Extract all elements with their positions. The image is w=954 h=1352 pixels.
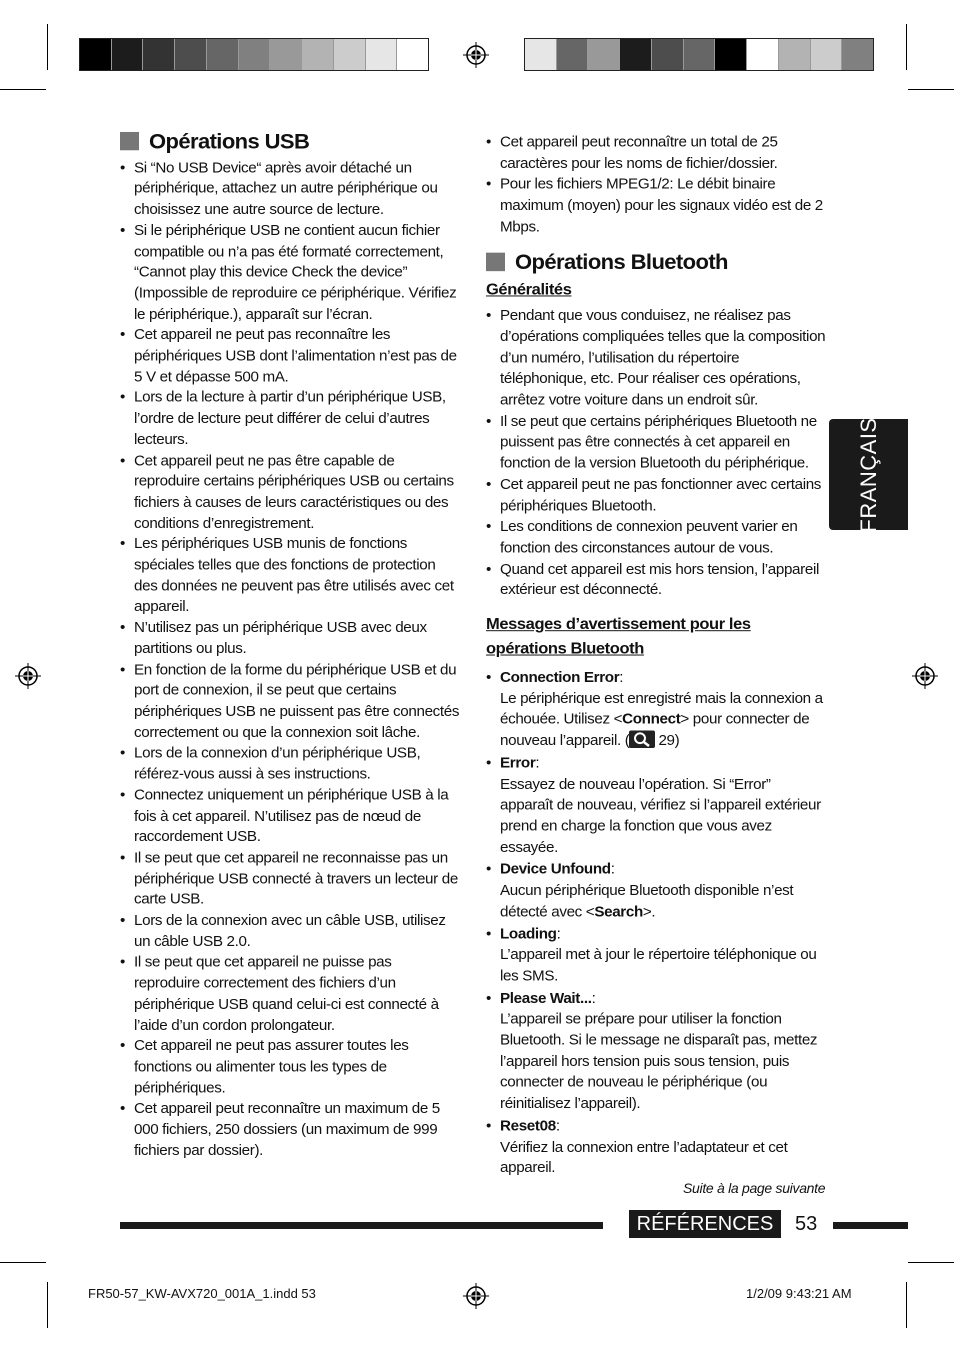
list-item: • Cet appareil peut reconnaître un maximum de 5 000 fichiers, 250 dossiers (un maximum de 999 fichiers par dossier). xyxy=(120,1099,460,1162)
color-swatch xyxy=(80,39,112,70)
color-swatch xyxy=(779,39,811,70)
page-reference: 29) xyxy=(658,732,680,750)
list-item: • Cet appareil peut reconnaître un total de 25 caractères pour les noms de fichier/dossier. xyxy=(486,132,826,174)
message-term: Please Wait... xyxy=(500,989,592,1007)
crop-mark xyxy=(908,1262,954,1263)
usb-list xyxy=(120,158,460,1162)
color-swatch xyxy=(175,39,207,70)
color-swatch xyxy=(842,39,873,70)
list-item: • En fonction de la forme du périphérique USB et du port de connexion, il se peut que certains périphériques USB ne puissent pas être connectés correctement ou que la connexion soit lâche. xyxy=(120,660,460,744)
slug-left: FR50-57_KW-AVX720_001A_1.indd 53 xyxy=(88,1286,316,1301)
message-description: Le périphérique est enregistré mais la connexion a échouée. Utilisez <Connect> pour connecter de nouveau l’appareil. ( 29) xyxy=(500,690,823,750)
message-term: Device Unfound xyxy=(500,861,611,878)
list-item: • Pendant que vous conduisez, ne réalisez pas d’opérations compliquées telles que la composition d’un numéro, l’utilisation du répertoire téléphonique, etc. Pour réaliser ces opérations, arrêtez votre voiture dans un endroit sûr. xyxy=(486,305,826,411)
list-item: • Les périphériques USB munis de fonctions spéciales telles que des fonctions de protection des données ne peuvent pas être utilisés avec cet appareil. xyxy=(120,534,460,618)
warning-message: • Error: Essayez de nouveau l’opération. Si “Error” apparaît de nouveau, vérifiez si l’appareil extérieur prend en charge la fonction que vous avez essayée. xyxy=(486,753,826,859)
registration-mark-icon xyxy=(15,663,41,689)
bluetooth-section-title: Opérations Bluetooth xyxy=(486,251,826,272)
message-description: L’appareil met à jour le répertoire téléphonique ou les SMS. xyxy=(500,946,817,985)
left-column xyxy=(120,131,460,1161)
crop-mark xyxy=(0,89,46,90)
list-item: • N’utilisez pas un périphérique USB avec deux partitions ou plus. xyxy=(120,618,460,660)
message-description: L’appareil se prépare pour utiliser la fonction Bluetooth. Si le message ne disparaît pas, mettez l’appareil hors tension puis sous tension, puis connecter de nouveau le périphérique (ou réinitialisez l’appareil). xyxy=(500,1010,818,1113)
color-swatch xyxy=(397,39,428,70)
color-swatch xyxy=(715,39,747,70)
registration-mark-icon xyxy=(463,1283,489,1309)
warning-message: • Loading: L’appareil met à jour le répertoire téléphonique ou les SMS. xyxy=(486,924,826,987)
list-item: • Il se peut que cet appareil ne reconnaisse pas un périphérique USB connecté à travers un lecteur de carte USB. xyxy=(120,848,460,911)
message-term: Reset08 xyxy=(500,1117,556,1135)
crop-mark xyxy=(908,89,954,90)
usb-section-title: Opérations USB xyxy=(120,131,460,152)
list-item: • Cet appareil ne peut pas assurer toutes les fonctions ou alimenter tous les types de périphériques. xyxy=(120,1036,460,1099)
footer-rule xyxy=(120,1222,603,1229)
crop-mark xyxy=(0,1262,46,1263)
language-tab: FRANÇAIS xyxy=(829,419,908,530)
warning-message: • Device Unfound: Aucun périphérique Bluetooth disponible n’est détecté avec <Search>. xyxy=(486,859,826,922)
color-bar-left xyxy=(79,38,429,71)
color-swatch xyxy=(366,39,398,70)
color-swatch xyxy=(525,39,557,70)
list-item: • Lors de la connexion d’un périphérique USB, référez-vous aussi à ses instructions. xyxy=(120,743,460,785)
warning-message: • Connection Error: Le périphérique est enregistré mais la connexion a échouée. Utilisez <Connect> pour connecter de nouveau l’appareil. ( 29) xyxy=(486,667,826,751)
message-description: Essayez de nouveau l’opération. Si “Error” apparaît de nouveau, vérifiez si l’appareil extérieur prend en charge la fonction que vous avez essayée. xyxy=(500,775,821,856)
color-swatch xyxy=(652,39,684,70)
color-swatch xyxy=(207,39,239,70)
color-swatch xyxy=(811,39,843,70)
section-label: RÉFÉRENCES xyxy=(629,1210,781,1238)
color-swatch xyxy=(620,39,652,70)
list-item: • Connectez uniquement un périphérique USB à la fois à cet appareil. N’utilisez pas de nœud de raccordement USB. xyxy=(120,785,460,848)
key-name: Search xyxy=(594,903,643,920)
warning-message: • Please Wait...: L’appareil se prépare pour utiliser la fonction Bluetooth. Si le message ne disparaît pas, mettez l’appareil hors tension puis sous tension, puis connecter de nouveau le périphérique (ou réinitialisez l’appareil). xyxy=(486,988,826,1115)
color-swatch xyxy=(239,39,271,70)
registration-mark-icon xyxy=(912,663,938,689)
general-list xyxy=(486,305,826,601)
list-item: • Il se peut que certains périphériques Bluetooth ne puissent pas être connectés à cet appareil en fonction de la version Bluetooth du périphérique. xyxy=(486,411,826,474)
color-swatch xyxy=(334,39,366,70)
list-item: • Pour les fichiers MPEG1/2: Le débit binaire maximum (moyen) pour les signaux vidéo est de 2 Mbps. xyxy=(486,174,826,237)
continued-note: Suite à la page suivante xyxy=(683,1180,826,1196)
message-term: Loading xyxy=(500,925,557,943)
list-item: • Si “No USB Device“ après avoir détaché un périphérique, attachez un autre périphérique ou choisissez une autre source de lecture. xyxy=(120,158,460,221)
color-swatch xyxy=(588,39,620,70)
color-swatch xyxy=(747,39,779,70)
right-column xyxy=(486,132,826,1180)
message-term: Connection Error xyxy=(500,669,620,686)
list-item: • Lors de la lecture à partir d’un périphérique USB, l’ordre de lecture peut différer de celui d’autres lecteurs. xyxy=(120,388,460,451)
magnifier-icon xyxy=(629,731,655,749)
crop-mark xyxy=(47,1282,48,1328)
list-item: • Cet appareil peut ne pas être capable de reproduire certains périphériques USB ou certains fichiers à causes de leurs caractéristiques ou des conditions d’enregistrement. xyxy=(120,450,460,534)
color-swatch xyxy=(557,39,589,70)
key-name: Connect xyxy=(622,711,681,728)
section-marker-icon xyxy=(120,132,139,150)
warning-message-list xyxy=(486,667,826,1179)
footer-rule xyxy=(833,1222,908,1229)
page-number: 53 xyxy=(795,1213,818,1235)
message-description: Vérifiez la connexion entre l’adaptateur et cet appareil. xyxy=(500,1138,788,1177)
slug-right: 1/2/09 9:43:21 AM xyxy=(746,1286,852,1301)
general-subtitle: Généralités xyxy=(486,281,572,299)
color-swatch xyxy=(143,39,175,70)
color-swatch xyxy=(112,39,144,70)
list-item: • Lors de la connexion avec un câble USB, utilisez un câble USB 2.0. xyxy=(120,911,460,953)
list-item: • Quand cet appareil est mis hors tension, l’appareil extérieur est déconnecté. xyxy=(486,559,826,601)
section-marker-icon xyxy=(486,253,505,271)
color-swatch xyxy=(684,39,716,70)
list-item: • Les conditions de connexion peuvent varier en fonction des circonstances autour de vous. xyxy=(486,517,826,559)
color-swatch xyxy=(302,39,334,70)
color-bar-right xyxy=(524,38,874,71)
list-item: • Cet appareil ne peut pas reconnaître les périphériques USB dont l’alimentation n’est pas de 5 V et dépasse 500 mA. xyxy=(120,325,460,388)
list-item: • Si le périphérique USB ne contient aucun fichier compatible ou n’a pas été formaté correctement, “Cannot play this device Check the device” (Impossible de reproduire ce périphérique. Vérifiez le périphérique.), apparaît sur l’écran. xyxy=(120,220,460,325)
message-description: Aucun périphérique Bluetooth disponible n’est détecté avec <Search>. xyxy=(500,882,794,920)
warning-subtitle: Messages d’avertissement pour les opérations Bluetooth xyxy=(486,615,751,658)
usb-list-continued xyxy=(486,132,826,238)
message-term: Error xyxy=(500,754,536,772)
registration-mark-icon xyxy=(463,42,489,68)
crop-mark xyxy=(906,24,907,70)
crop-mark xyxy=(906,1282,907,1328)
list-item: • Cet appareil peut ne pas fonctionner avec certains périphériques Bluetooth. xyxy=(486,474,826,516)
crop-mark xyxy=(47,24,48,70)
warning-message: • Reset08: Vérifiez la connexion entre l’adaptateur et cet appareil. xyxy=(486,1116,826,1179)
list-item: • Il se peut que cet appareil ne puisse pas reproduire correctement des fichiers d’un périphérique USB quand celui-ci est connecté à l’aide d’un cordon prolongateur. xyxy=(120,952,460,1036)
color-swatch xyxy=(270,39,302,70)
